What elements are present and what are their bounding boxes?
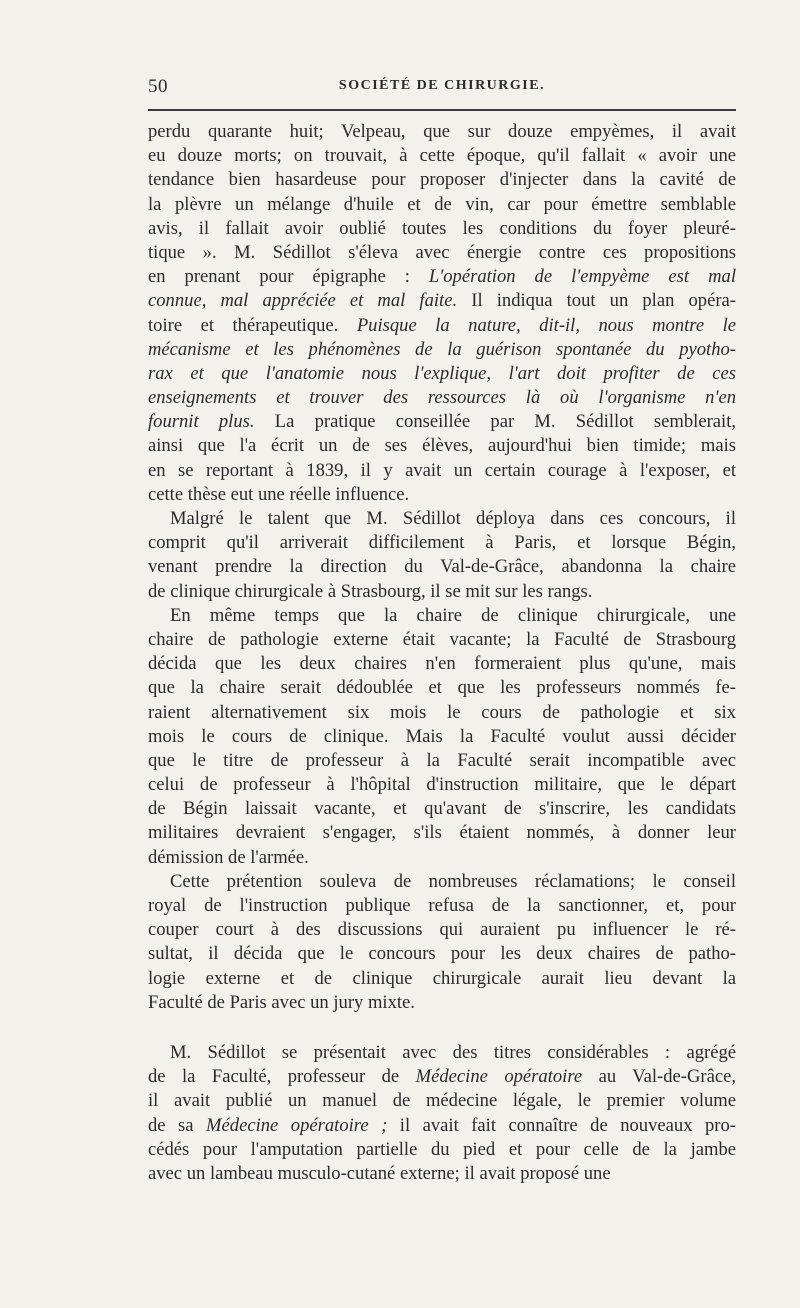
text-line bbox=[148, 701, 736, 725]
italic-text: connue, mal appréciée et mal faite. bbox=[148, 290, 458, 312]
body-text bbox=[148, 120, 736, 1186]
paragraph bbox=[148, 120, 736, 507]
text-span: M. Sédillot se présentait avec des titres considérables : agrégé bbox=[170, 1041, 736, 1063]
page-number: 50 bbox=[148, 76, 168, 97]
text-line bbox=[148, 870, 736, 894]
text-line bbox=[148, 507, 736, 531]
header-rule bbox=[148, 109, 736, 111]
text-line bbox=[148, 580, 736, 604]
text-span: celui de professeur à l'hôpital d'instruction militaire, que le départ bbox=[148, 774, 736, 796]
paragraph bbox=[148, 604, 736, 870]
text-span: avec un lambeau musculo-cutané externe; il avait proposé une bbox=[148, 1162, 611, 1184]
text-span: il avait fait connaître de nouveaux pro- bbox=[387, 1114, 736, 1136]
text-line bbox=[148, 797, 736, 821]
italic-text: mécanisme et les phénomènes de la guérison spontanée du pyotho- bbox=[148, 338, 736, 360]
text-span: en se reportant à 1839, il y avait un certain courage à l'exposer, et bbox=[148, 459, 736, 481]
italic-text: enseignements et trouver des ressources là où l'organisme n'en bbox=[148, 387, 736, 409]
text-line bbox=[148, 289, 736, 313]
text-span: de la Faculté, professeur de bbox=[148, 1066, 416, 1088]
text-span: couper court à des discussions qui auraient pu influencer le ré- bbox=[148, 919, 736, 941]
italic-text: Médecine opératoire ; bbox=[206, 1114, 388, 1136]
text-span: que le titre de professeur à la Faculté serait incompatible avec bbox=[148, 749, 736, 771]
text-span: chaire de pathologie externe était vacante; la Faculté de Strasbourg bbox=[148, 628, 736, 650]
text-span: ainsi que l'a écrit un de ses élèves, aujourd'hui bien timide; mais bbox=[148, 435, 736, 457]
text-span: militaires devraient s'engager, s'ils étaient nommés, à donner leur bbox=[148, 822, 736, 844]
text-span: avis, il fallait avoir oublié toutes les conditions du foyer pleuré- bbox=[148, 217, 736, 239]
text-span: tique ». M. Sédillot s'éleva avec énergie contre ces propositions bbox=[148, 241, 736, 263]
running-head: SOCIÉTÉ DE CHIRURGIE. bbox=[338, 78, 546, 93]
text-line bbox=[148, 193, 736, 217]
text-line bbox=[148, 434, 736, 458]
text-line bbox=[148, 1089, 736, 1113]
text-span: perdu quarante huit; Velpeau, que sur douze empyèmes, il avait bbox=[148, 121, 736, 142]
text-span: Malgré le talent que M. Sédillot déploya dans ces concours, il bbox=[170, 508, 736, 529]
text-line bbox=[148, 144, 736, 168]
paragraph bbox=[148, 870, 736, 1015]
text-line bbox=[148, 894, 736, 918]
text-line bbox=[148, 459, 736, 483]
italic-text: L'opération de l'empyème est mal bbox=[428, 266, 736, 288]
text-span: Il indiqua tout un plan opéra- bbox=[457, 290, 736, 312]
text-span: en prenant pour épigraphe : bbox=[148, 266, 429, 288]
text-span: décida que les deux chaires n'en formeraient plus qu'une, mais bbox=[148, 653, 736, 675]
page-header bbox=[148, 76, 736, 104]
italic-text: fournit plus. bbox=[148, 411, 255, 433]
text-line bbox=[148, 1114, 736, 1138]
text-span: eu douze morts; on trouvait, à cette époque, qu'il fallait « avoir une bbox=[148, 145, 736, 167]
italic-text: rax et que l'anatomie nous l'explique, l'art doit profiter de ces bbox=[148, 362, 736, 384]
text-line bbox=[148, 265, 736, 289]
text-line bbox=[148, 628, 736, 652]
text-span: démission de l'armée. bbox=[148, 846, 309, 868]
text-span: au Val-de-Grâce, bbox=[582, 1066, 737, 1088]
text-line bbox=[148, 676, 736, 700]
text-line bbox=[148, 386, 736, 410]
text-line bbox=[148, 241, 736, 265]
text-span: que la chaire serait dédoublée et que les professeurs nommés fe- bbox=[148, 677, 736, 699]
paragraph-gap bbox=[148, 1015, 736, 1041]
text-line bbox=[148, 967, 736, 991]
text-span: sultat, il décida que le concours pour les deux chaires de patho- bbox=[148, 943, 736, 965]
text-span: tendance bien hasardeuse pour proposer d'injecter dans la cavité de bbox=[148, 169, 736, 191]
paragraph bbox=[148, 507, 736, 604]
text-line bbox=[148, 991, 736, 1015]
text-span: mois le cours de clinique. Mais la Faculté voulut aussi décider bbox=[148, 725, 736, 747]
text-span: de clinique chirurgicale à Strasbourg, il se mit sur les rangs. bbox=[148, 580, 593, 602]
text-line bbox=[148, 604, 736, 628]
text-line bbox=[148, 483, 736, 507]
text-span: En même temps que la chaire de clinique chirurgicale, une bbox=[170, 604, 736, 626]
text-span: Cette prétention souleva de nombreuses réclamations; le conseil bbox=[170, 870, 736, 892]
text-line bbox=[148, 1041, 736, 1065]
text-line bbox=[148, 942, 736, 966]
text-line bbox=[148, 846, 736, 870]
text-line bbox=[148, 725, 736, 749]
text-line bbox=[148, 821, 736, 845]
text-line bbox=[148, 362, 736, 386]
text-span: logie externe et de clinique chirurgicale aurait lieu devant la bbox=[148, 967, 736, 989]
text-line bbox=[148, 773, 736, 797]
text-line bbox=[148, 314, 736, 338]
text-span: comprit qu'il arriverait difficilement à Paris, et lorsque Bégin, bbox=[148, 532, 736, 554]
text-line bbox=[148, 652, 736, 676]
text-line bbox=[148, 1138, 736, 1162]
text-line bbox=[148, 338, 736, 362]
text-span: toire et thérapeutique. bbox=[148, 314, 357, 336]
text-line bbox=[148, 1162, 736, 1186]
text-line bbox=[148, 120, 736, 144]
text-span: La pratique conseillée par M. Sédillot semblerait, bbox=[254, 411, 737, 433]
text-line bbox=[148, 555, 736, 579]
text-line bbox=[148, 918, 736, 942]
text-span: royal de l'instruction publique refusa de la sanctionner, et, pour bbox=[148, 895, 736, 916]
text-span: raient alternativement six mois le cours de pathologie et six bbox=[148, 701, 736, 723]
text-span: Faculté de Paris avec un jury mixte. bbox=[148, 991, 415, 1013]
text-line bbox=[148, 749, 736, 773]
text-line bbox=[148, 217, 736, 241]
text-span: de Bégin laissait vacante, et qu'avant de s'inscrire, les candidats bbox=[148, 798, 736, 820]
text-span: cette thèse eut une réelle influence. bbox=[148, 483, 410, 505]
text-span: de sa bbox=[148, 1114, 207, 1136]
italic-text: Médecine opératoire bbox=[415, 1066, 583, 1088]
text-span: la plèvre un mélange d'huile et de vin, car pour émettre semblable bbox=[148, 193, 736, 215]
text-line bbox=[148, 531, 736, 555]
text-span: cédés pour l'amputation partielle du pied et pour celle de la jambe bbox=[148, 1138, 736, 1160]
text-line bbox=[148, 168, 736, 192]
text-line bbox=[148, 1065, 736, 1089]
text-span: il avait publié un manuel de médecine légale, le premier volume bbox=[148, 1090, 736, 1112]
text-span: venant prendre la direction du Val-de-Grâce, abandonna la chaire bbox=[148, 556, 736, 578]
italic-text: Puisque la nature, dit-il, nous montre le bbox=[356, 314, 737, 336]
paragraph bbox=[148, 1041, 736, 1186]
text-line bbox=[148, 410, 736, 434]
